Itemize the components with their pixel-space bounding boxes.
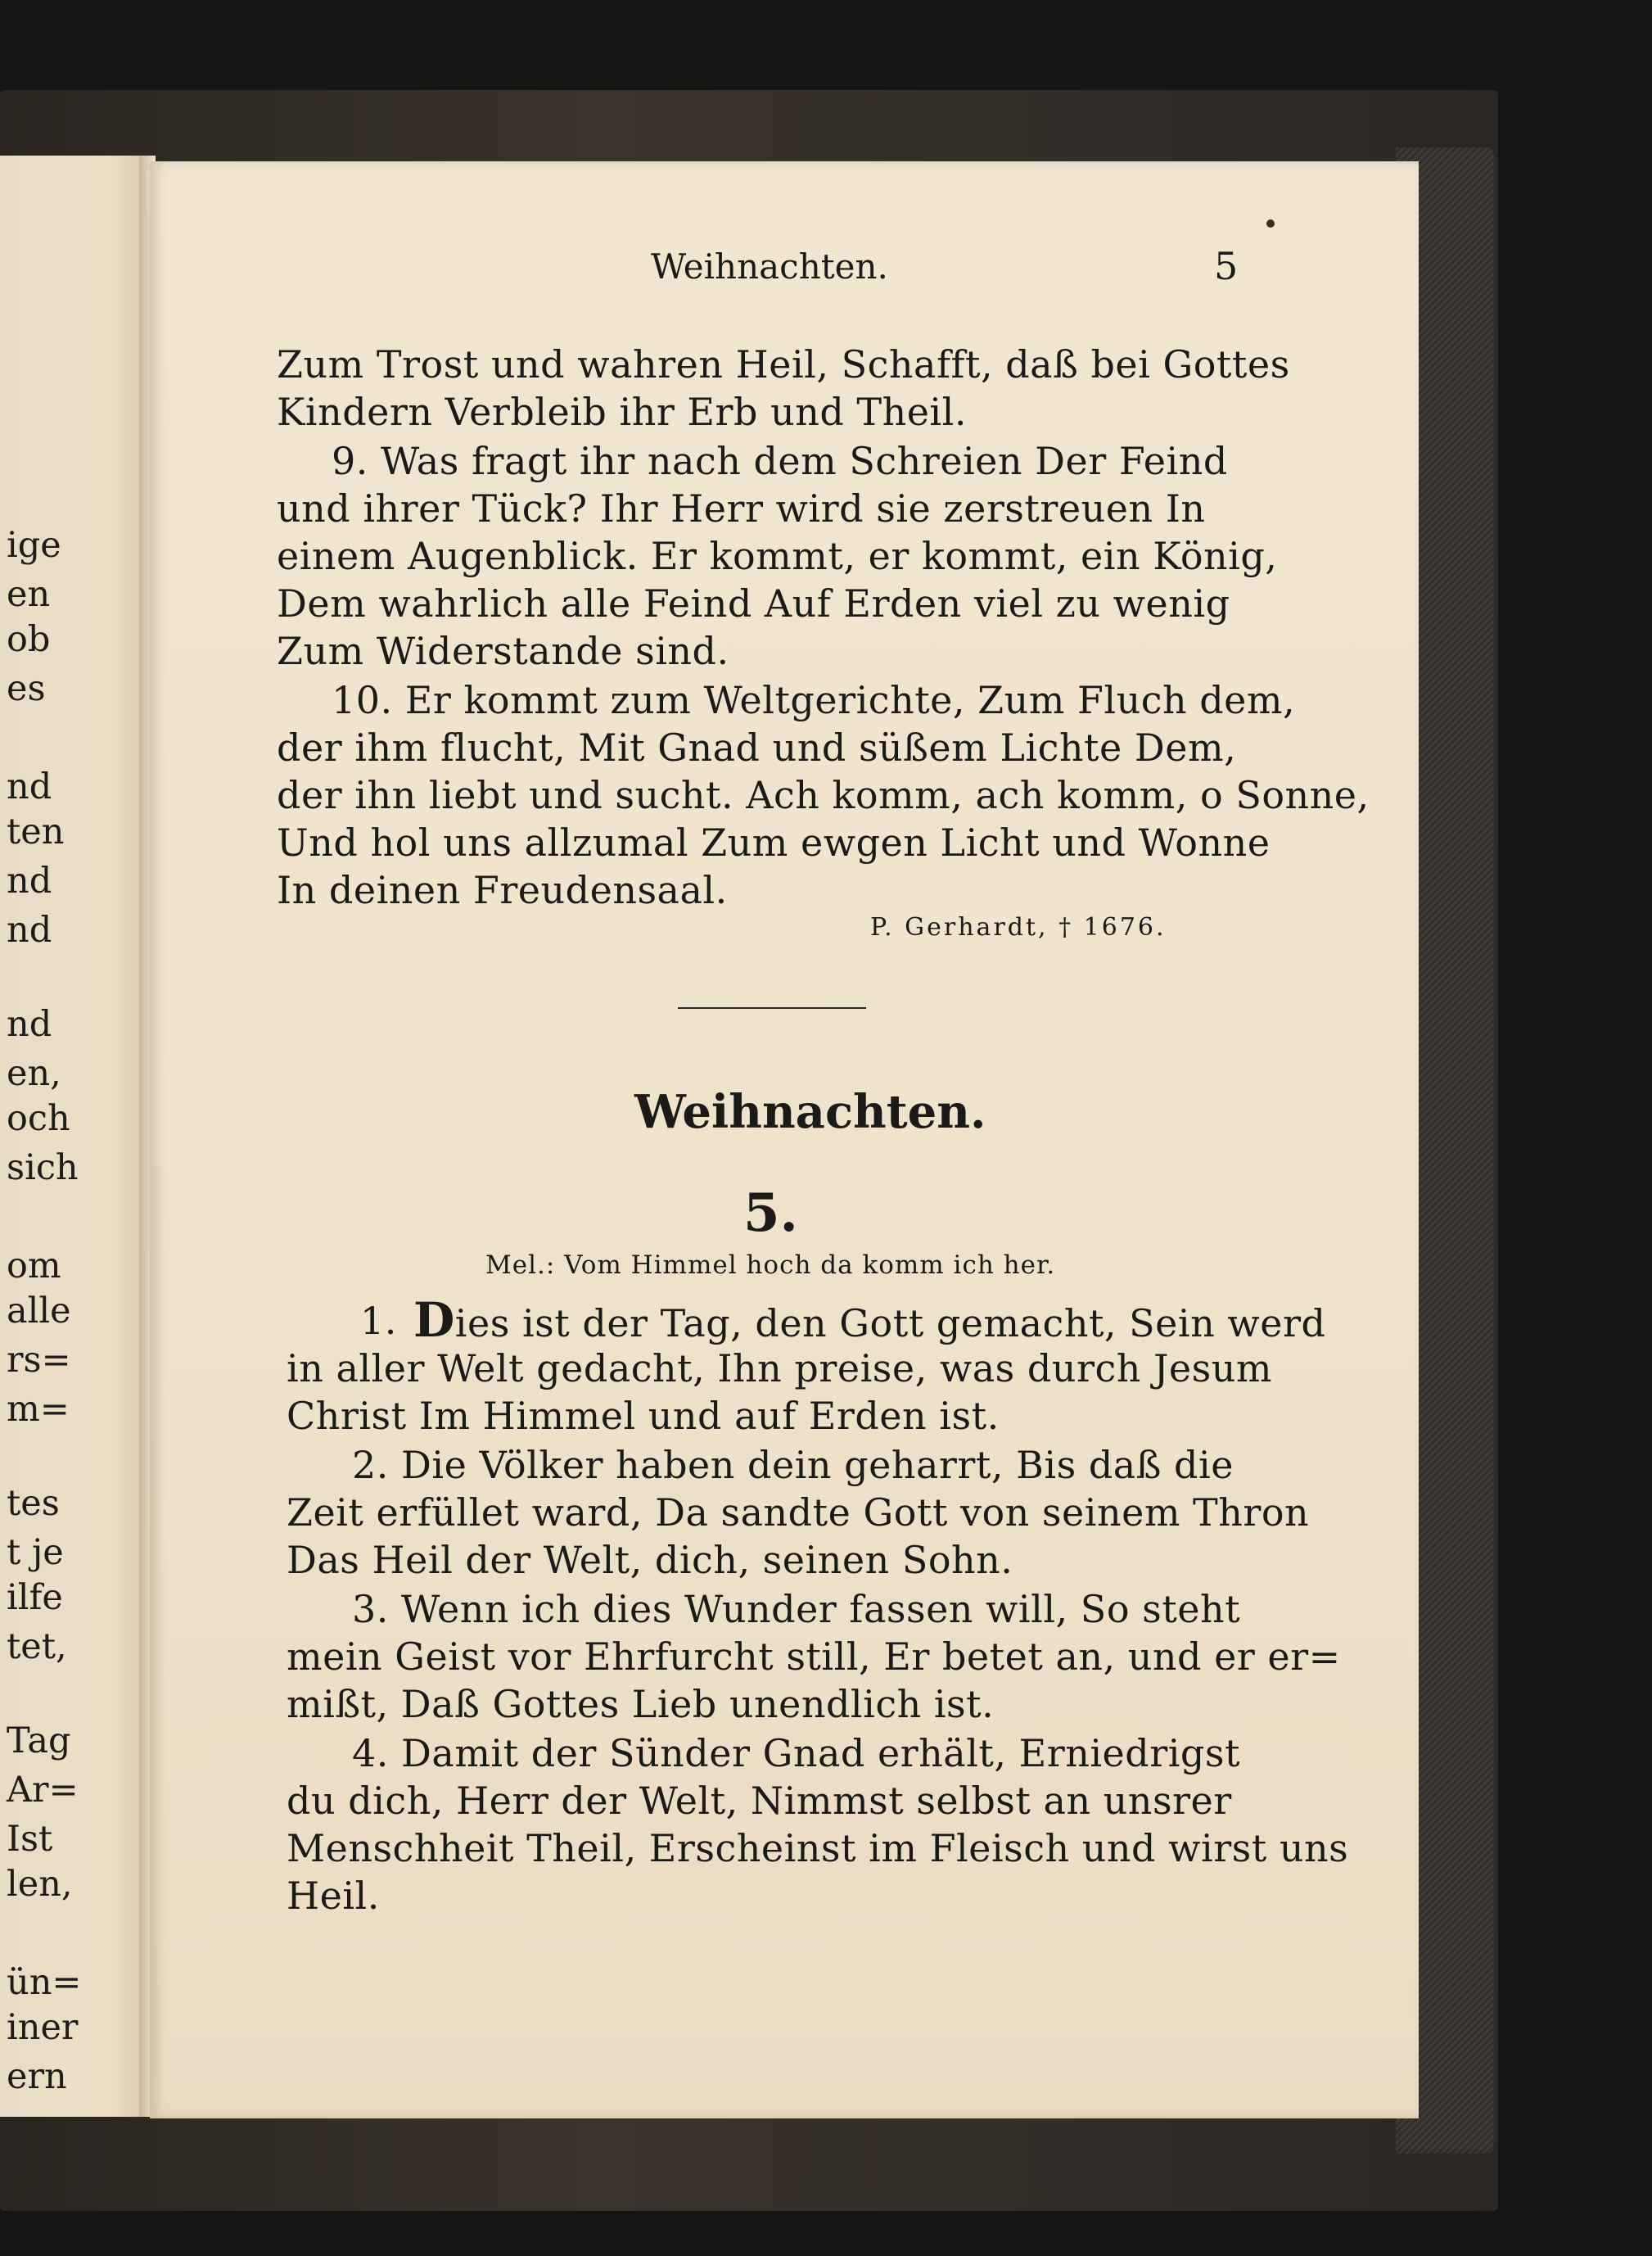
text-line: Heil.: [287, 1874, 380, 1918]
left-fragment: alle: [7, 1291, 71, 1331]
left-fragment: es: [7, 668, 46, 709]
text-line: 4. Damit der Sünder Gnad erhält, Erniedrigst: [352, 1731, 1240, 1775]
left-fragment: tes: [7, 1483, 60, 1524]
left-fragment: tet,: [7, 1626, 67, 1667]
left-fragment: en,: [7, 1053, 61, 1094]
text-line: der ihm flucht, Mit Gnad und süßem Lichte Dem,: [277, 726, 1237, 770]
text-line: mein Geist vor Ehrfurcht still, Er betet an, und er er=: [287, 1634, 1341, 1679]
ink-speck: [1266, 219, 1275, 228]
hymn-number: 5.: [743, 1182, 798, 1244]
text-line: du dich, Herr der Welt, Nimmst selbst an unsrer: [287, 1779, 1232, 1823]
text-line: und ihrer Tück? Ihr Herr wird sie zerstreuen In: [277, 486, 1206, 531]
left-fragment: len,: [7, 1864, 73, 1905]
left-fragment: rs=: [7, 1340, 71, 1381]
text-line: Dem wahrlich alle Feind Auf Erden viel zu wenig: [277, 581, 1230, 626]
melody-line: Mel.: Vom Himmel hoch da komm ich her.: [485, 1250, 1056, 1280]
text-line: Das Heil der Welt, dich, seinen Sohn.: [287, 1538, 1013, 1582]
text-line: 3. Wenn ich dies Wunder fassen will, So steht: [352, 1587, 1241, 1631]
left-fragment: ob: [7, 619, 51, 660]
text-line: der ihn liebt und sucht. Ach komm, ach komm, o Sonne,: [277, 773, 1370, 817]
text-line: Christ Im Himmel und auf Erden ist.: [287, 1394, 1000, 1438]
hymn-first-line: [413, 1292, 1326, 1348]
first-line-rest: ies ist der Tag, den Gott gemacht, Sein werd: [454, 1301, 1326, 1345]
left-fragment: iner: [7, 2007, 79, 2048]
text-line: Zum Widerstande sind.: [277, 629, 729, 673]
left-fragment: och: [7, 1098, 70, 1139]
author-attribution: P. Gerhardt, † 1676.: [870, 913, 1167, 942]
left-fragment: m=: [7, 1389, 70, 1430]
left-fragment: ün=: [7, 1962, 82, 2003]
left-fragment: nd: [7, 1004, 52, 1045]
left-fragment: ilfe: [7, 1577, 63, 1618]
left-fragment: ten: [7, 812, 65, 852]
left-fragment: Tag: [7, 1720, 71, 1761]
text-line: in aller Welt gedacht, Ihn preise, was durch Jesum: [287, 1346, 1272, 1390]
left-fragment: Ist: [7, 1819, 53, 1860]
left-fragment: nd: [7, 766, 52, 807]
page-number: 5: [1214, 244, 1239, 288]
drop-cap: D: [413, 1292, 455, 1348]
left-fragment: sich: [7, 1147, 79, 1188]
running-title: Weihnachten.: [651, 246, 888, 287]
verse-number: 1.: [360, 1299, 397, 1343]
text-line: Zum Trost und wahren Heil, Schafft, daß bei Gottes: [277, 342, 1290, 387]
section-divider: [678, 1007, 866, 1009]
text-line: 9. Was fragt ihr nach dem Schreien Der Feind: [332, 439, 1228, 483]
text-line: 2. Die Völker haben dein geharrt, Bis daß die: [352, 1443, 1234, 1487]
left-fragment: t je: [7, 1532, 64, 1573]
text-line: Zeit erfüllet ward, Da sandte Gott von seinem Thron: [287, 1490, 1310, 1535]
text-line: Menschheit Theil, Erscheinst im Fleisch und wirst uns: [287, 1826, 1349, 1870]
left-fragment: om: [7, 1246, 61, 1286]
text-line: mißt, Daß Gottes Lieb unendlich ist.: [287, 1682, 995, 1726]
left-fragment: en: [7, 574, 51, 615]
text-line: einem Augenblick. Er kommt, er kommt, ein König,: [277, 534, 1278, 578]
left-fragment: nd: [7, 861, 52, 902]
text-line: 10. Er kommt zum Weltgerichte, Zum Fluch dem,: [332, 678, 1296, 722]
left-fragment: Ar=: [7, 1770, 79, 1811]
text-line: Kindern Verbleib ihr Erb und Theil.: [277, 390, 967, 434]
text-line: In deinen Freudensaal.: [277, 868, 728, 912]
left-page: [0, 156, 151, 2117]
left-fragment: ige: [7, 525, 61, 566]
left-fragment: nd: [7, 910, 52, 951]
left-fragment: ern: [7, 2056, 67, 2097]
section-title: Weihnachten.: [634, 1085, 986, 1139]
text-line: Und hol uns allzumal Zum ewgen Licht und Wonne: [277, 821, 1271, 865]
